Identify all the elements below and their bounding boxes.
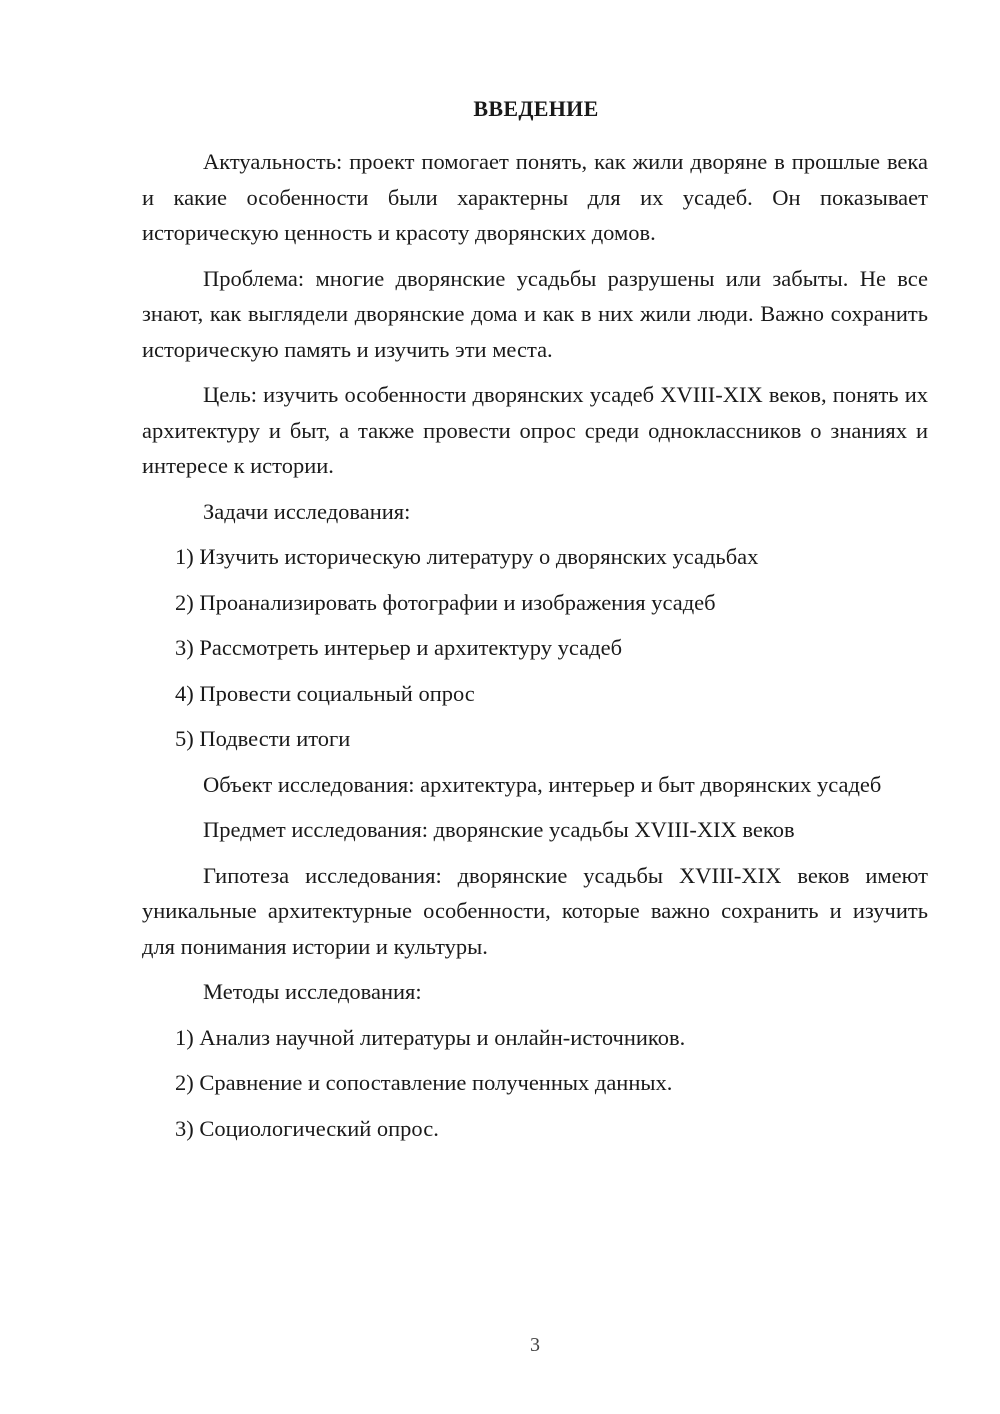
subject-paragraph: Предмет исследования: дворянские усадьбы XVIII-XIX веков [203, 817, 795, 842]
problem-paragraph: Проблема: многие дворянские усадьбы разрушены или забыты. Не все знают, как выглядели дворянские дома и как в них жили люди. Важно сохранить историческую память и изучить эти места. [142, 265, 928, 362]
task-item: 1) Изучить историческую литературу о дворянских усадьбах [175, 544, 759, 569]
task-item: 4) Провести социальный опрос [175, 680, 475, 706]
section-body [142, 144, 928, 1156]
object-paragraph: Объект исследования: архитектура, интерьер и быт дворянских усадеб [203, 771, 882, 797]
hypothesis-paragraph: Гипотеза исследования: дворянские усадьбы XVIII-XIX веков имеют уникальные архитектурные особенности, которые важно сохранить и изучить для понимания истории и культуры. [142, 862, 928, 959]
methods-title: Методы исследования: [203, 979, 422, 1004]
method-item: 2) Сравнение и сопоставление полученных данных. [175, 1070, 673, 1095]
tasks-title: Задачи исследования: [203, 498, 411, 524]
task-item: 3) Рассмотреть интерьер и архитектуру усадеб [175, 635, 623, 660]
method-item: 3) Социологический опрос. [175, 1115, 439, 1141]
goal-paragraph: Цель: изучить особенности дворянских усадеб XVIII-XIX веков, понять их архитектуру и быт, а также провести опрос среди одноклассников о знаниях и интересе к истории. [142, 382, 928, 478]
relevance-paragraph: Актуальность: проект помогает понять, как жили дворяне в прошлые века и какие особенности были характерны для их усадеб. Он показывает историческую ценность и красоту дворянских домов. [142, 149, 928, 245]
task-item: 2) Проанализировать фотографии и изображения усадеб [175, 589, 716, 615]
page-number: 3 [530, 1334, 540, 1356]
task-item: 5) Подвести итоги [175, 726, 351, 751]
section-heading: ВВЕДЕНИЕ [473, 96, 599, 121]
method-item: 1) Анализ научной литературы и онлайн-источников. [175, 1024, 686, 1050]
